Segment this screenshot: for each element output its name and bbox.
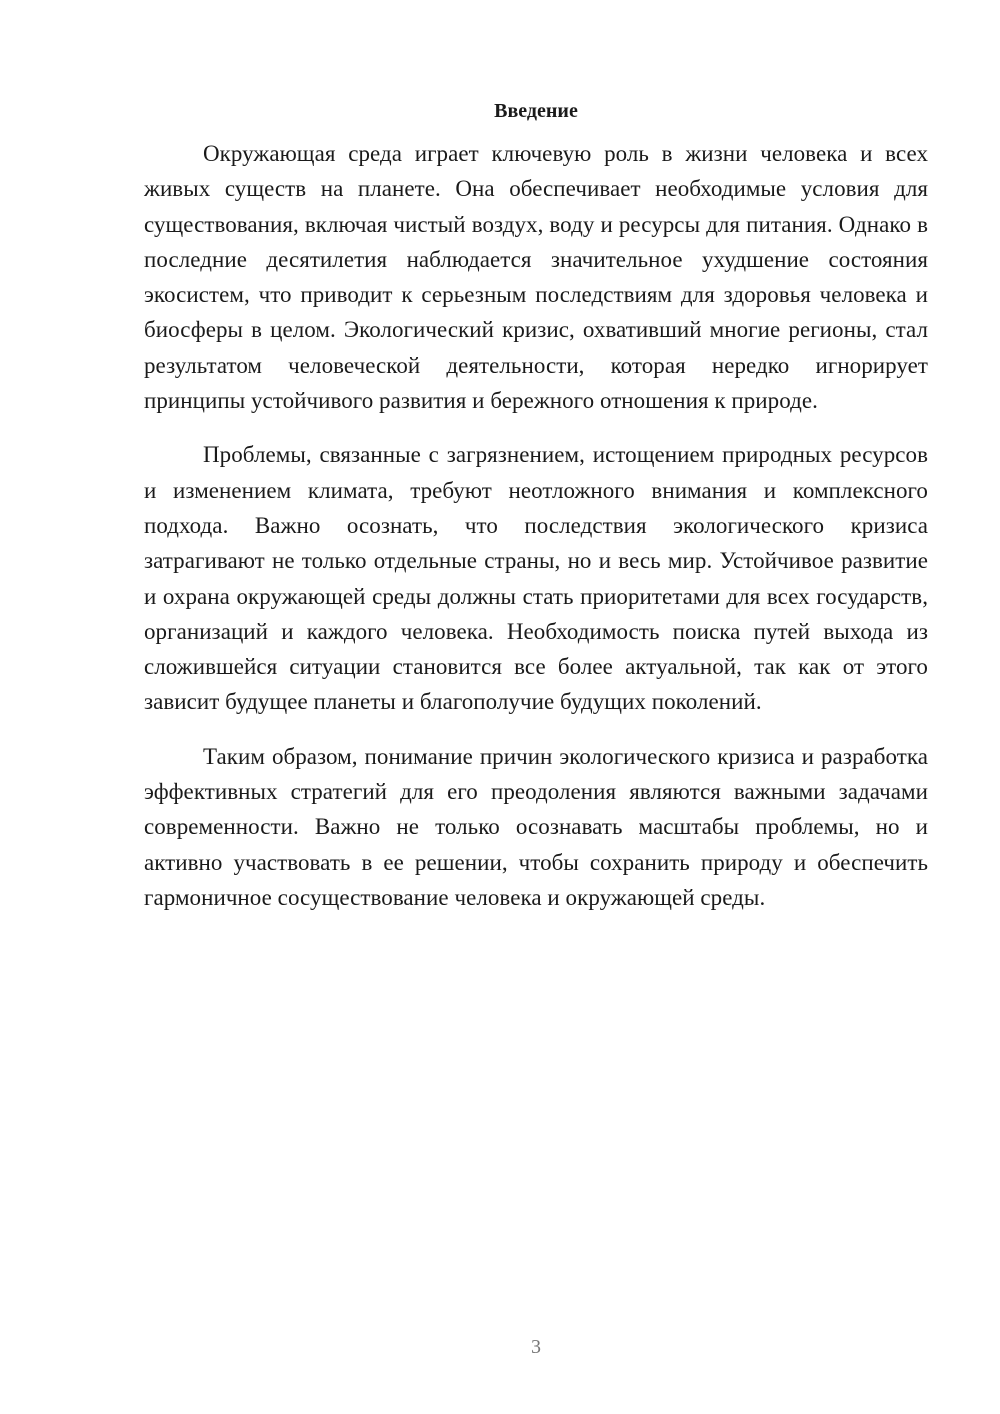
paragraph-1: Окружающая среда играет ключевую роль в жизни человека и всех живых существ на планете. Она обеспечивает необходимые условия для существования, включая чистый воздух, воду и ресурсы для питания. Однако в последние десятилетия наблюдается значительное ухудшение состояния экосистем, что приводит к серьезным последствиям для здоровья человека и биосферы в целом. Экологический кризис, охвативший многие регионы, стал результатом человеческой деятельности, которая нередко игнорирует принципы устойчивого развития и бережного отношения к природе.: [144, 141, 928, 414]
paragraph-2: Проблемы, связанные с загрязнением, истощением природных ресурсов и изменением климата, требуют неотложного внимания и комплексного подхода. Важно осознать, что последствия экологического кризиса затрагивают не только отдельные страны, но и весь мир. Устойчивое развитие и охрана окружающей среды должны стать приоритетами для всех государств, организаций и каждого человека. Необходимость поиска путей выхода из сложившейся ситуации становится все более актуальной, так как от этого зависит будущее планеты и благополучие будущих поколений.: [144, 442, 928, 715]
page-number: 3: [531, 1336, 541, 1358]
page-content: [144, 97, 928, 934]
section-heading: Введение: [494, 100, 578, 122]
paragraph-3: Таким образом, понимание причин экологического кризиса и разработка эффективных стратегий для его преодоления являются важными задачами современности. Важно не только осознавать масштабы проблемы, но и активно участвовать в ее решении, чтобы сохранить природу и обеспечить гармоничное сосуществование человека и окружающей среды.: [144, 743, 928, 910]
